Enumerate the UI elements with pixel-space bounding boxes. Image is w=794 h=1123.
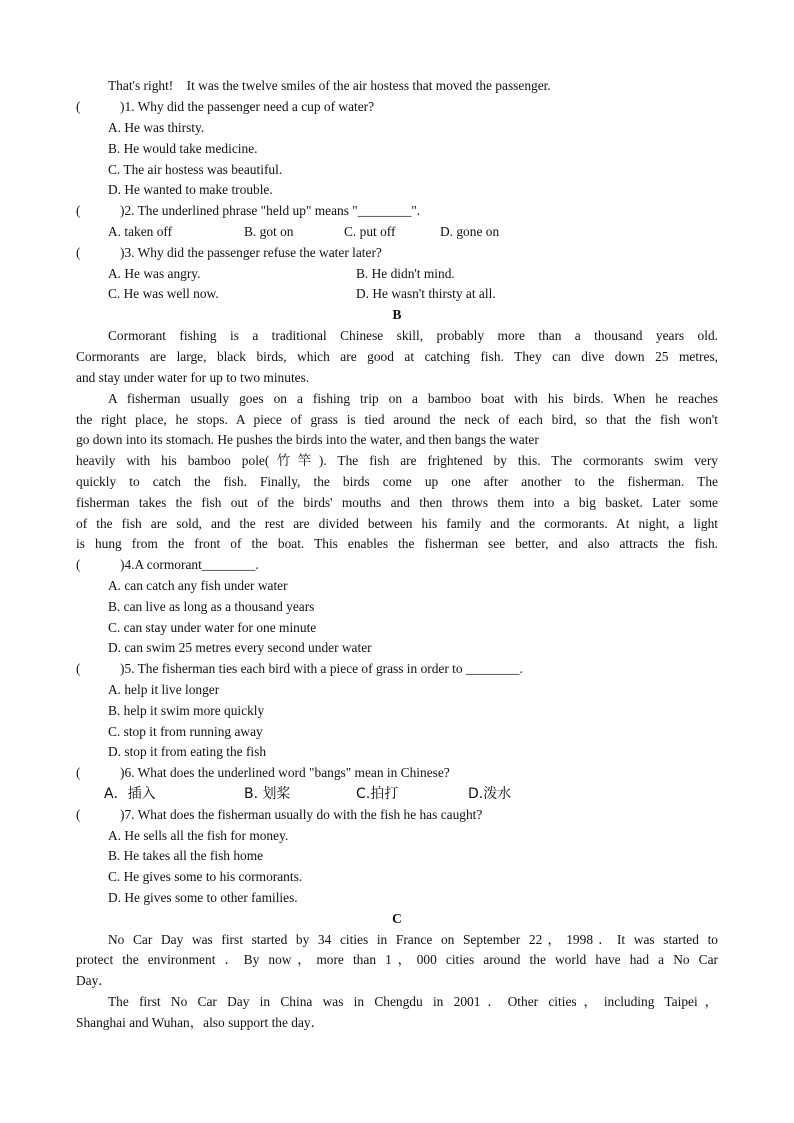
q2-options xyxy=(76,222,718,242)
q3-options-row1 xyxy=(76,264,718,284)
passage-b-line: Cormorants are large, black birds, which are good at catching fish. They can dive down 25 metres, xyxy=(76,349,718,364)
q6-option-b: B. 划桨 xyxy=(244,786,291,802)
q3-option-d: D. He wasn't thirsty at all. xyxy=(356,286,496,301)
passage-b-line: is hung from the front of the boat. This enables the fisherman see better, and also attracts the fish. xyxy=(76,536,718,551)
question-7 xyxy=(76,805,482,825)
question-6 xyxy=(76,763,450,783)
question-stem: )5. The fisherman ties each bird with a piece of grass in order to ________. xyxy=(120,661,523,676)
q5-option-c: C. stop it from running away xyxy=(108,724,263,739)
passage-b-line: quickly to catch the fish. Finally, the birds come up one after another to the fisherman. The xyxy=(76,474,718,489)
passage-b-line: fisherman takes the fish out of the birds' mouths and then throws them into a big basket. Later some xyxy=(76,495,718,510)
passage-b-line: and stay under water for up to two minutes. xyxy=(76,370,310,385)
answer-blank[interactable]: ( xyxy=(76,661,81,676)
q3-option-a: A. He was angry. xyxy=(108,266,201,281)
question-stem: )6. What does the underlined word "bangs" mean in Chinese? xyxy=(120,765,450,780)
q6-option-d: D.泼水 xyxy=(468,786,512,802)
q3-options-row2 xyxy=(76,284,718,304)
passage-c-line: The first No Car Day in China was in Chengdu in 2001．Other cities，including Taipei， xyxy=(108,994,718,1009)
q5-option-a: A. help it live longer xyxy=(108,682,220,697)
q1-option-a: A. He was thirsty. xyxy=(108,120,205,135)
q5-option-b: B. help it swim more quickly xyxy=(108,703,265,718)
answer-blank[interactable]: ( xyxy=(76,807,81,822)
question-2 xyxy=(76,201,420,221)
question-stem: )7. What does the fisherman usually do with the fish he has caught? xyxy=(120,807,483,822)
q4-option-b: B. can live as long as a thousand years xyxy=(108,599,315,614)
passage-b-line: the right place, he stops. A piece of grass is tied around the neck of each bird, so that the fish won't xyxy=(76,412,718,427)
q4-option-c: C. can stay under water for one minute xyxy=(108,620,317,635)
q5-option-d: D. stop it from eating the fish xyxy=(108,744,267,759)
passage-c-line: protect the environment ．By now，more than 1，000 cities around the world have had a No Car xyxy=(76,952,718,967)
q2-option-b: B. got on xyxy=(244,224,294,239)
q7-option-a: A. He sells all the fish for money. xyxy=(108,828,289,843)
answer-blank[interactable]: ( xyxy=(76,99,81,114)
passage-b-line: go down into its stomach. He pushes the birds into the water, and then bangs the water xyxy=(76,432,539,447)
q3-option-c: C. He was well now. xyxy=(108,286,219,301)
question-stem: )1. Why did the passenger need a cup of water? xyxy=(120,99,375,114)
passage-a-end: That's right! It was the twelve smiles of the air hostess that moved the passenger. xyxy=(108,78,551,93)
section-b-heading: B xyxy=(392,307,402,322)
passage-b-line: A fisherman usually goes on a fishing trip on a bamboo boat with his birds. When he reaches xyxy=(108,391,718,406)
question-4 xyxy=(76,555,259,575)
q1-option-d: D. He wanted to make trouble. xyxy=(108,182,273,197)
passage-b-line: heavily with his bamboo pole(竹竿). The fish are frightened by this. The cormorants swim very xyxy=(76,453,718,468)
question-5 xyxy=(76,659,523,679)
answer-blank[interactable]: ( xyxy=(76,203,81,218)
answer-blank[interactable]: ( xyxy=(76,557,81,572)
question-stem: )2. The underlined phrase "held up" means "________". xyxy=(120,203,421,218)
passage-c-line: No Car Day was first started by 34 cities in France on September 22，1998．It was started to xyxy=(108,932,718,947)
passage-c-line: Shanghai and Wuhan，also support the day． xyxy=(76,1015,325,1030)
q1-option-c: C. The air hostess was beautiful. xyxy=(108,162,283,177)
answer-blank[interactable]: ( xyxy=(76,765,81,780)
passage-b-line: of the fish are sold, and the rest are divided between his family and the cormorants. At night, a light xyxy=(76,516,718,531)
q7-option-d: D. He gives some to other families. xyxy=(108,890,298,905)
q1-option-b: B. He would take medicine. xyxy=(108,141,258,156)
question-stem: )4.A cormorant________. xyxy=(120,557,259,572)
q2-option-c: C. put off xyxy=(344,224,396,239)
q6-options xyxy=(76,784,718,804)
passage-b-line: Cormorant fishing is a traditional Chinese skill, probably more than a thousand years old. xyxy=(108,328,718,343)
q3-option-b: B. He didn't mind. xyxy=(356,266,455,281)
q7-option-b: B. He takes all the fish home xyxy=(108,848,264,863)
section-c-heading: C xyxy=(392,911,402,926)
q4-option-d: D. can swim 25 metres every second under water xyxy=(108,640,372,655)
q4-option-a: A. can catch any fish under water xyxy=(108,578,288,593)
q2-option-a: A. taken off xyxy=(108,224,173,239)
q2-option-d: D. gone on xyxy=(440,224,500,239)
question-3 xyxy=(76,243,382,263)
question-1 xyxy=(76,97,374,117)
question-stem: )3. Why did the passenger refuse the water later? xyxy=(120,245,382,260)
q7-option-c: C. He gives some to his cormorants. xyxy=(108,869,303,884)
answer-blank[interactable]: ( xyxy=(76,245,81,260)
q6-option-c: C.拍打 xyxy=(356,786,399,802)
passage-c-line: Day． xyxy=(76,973,112,988)
q6-option-a: A．插入 xyxy=(104,786,156,802)
